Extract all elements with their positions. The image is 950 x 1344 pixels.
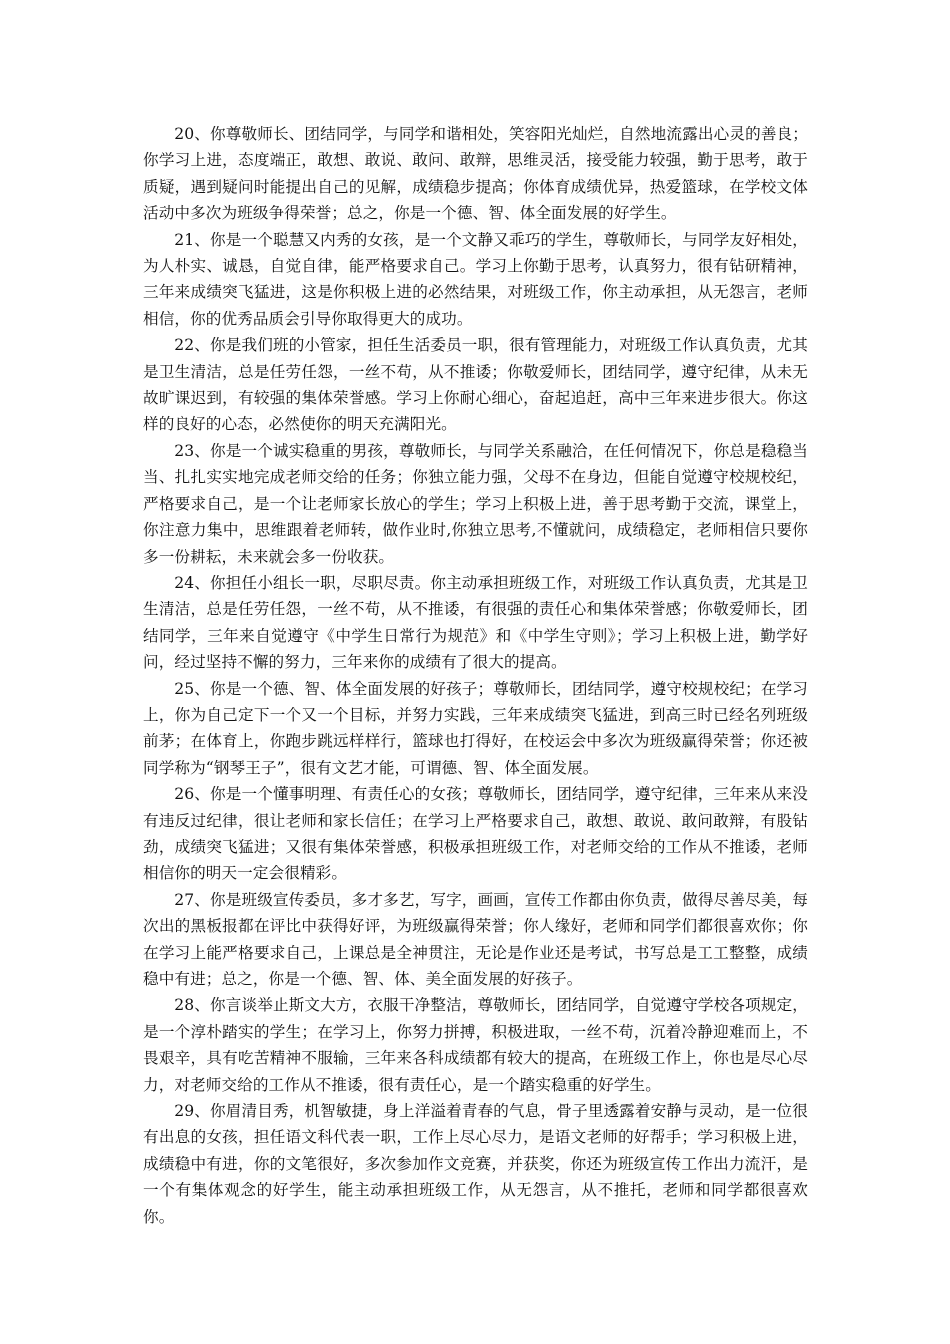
paragraph-26: 26、你是一个懂事明理、有责任心的女孩；尊敬师长，团结同学，遵守纪律，三年来从来没有违反过纪律，很让老师和家长信任；在学习上严格要求自己，敢想、敢说、敢问敢辩，有股钻劲，成绩突飞猛进；又很有集体荣誉感，积极承担班级工作，对老师交给的工作从不推诿，老师相信你的明天一定会很精彩。 bbox=[143, 785, 808, 883]
paragraph-25: 25、你是一个德、智、体全面发展的好孩子；尊敬师长，团结同学，遵守校规校纪；在学习上，你为自己定下一个又一个目标，并努力实践，三年来成绩突飞猛进，到高三时已经名列班级前茅；在体育上，你跑步跳远样样行，篮球也打得好，在校运会中多次为班级赢得荣誉；你还被同学称为“钢琴王子”，很有文艺才能，可谓德、智、体全面发展。 bbox=[143, 679, 808, 777]
paragraph-23: 23、你是一个诚实稳重的男孩，尊敬师长，与同学关系融洽，在任何情况下，你总是稳稳当当、扎扎实实地完成老师交给的任务；你独立能力强，父母不在身边，但能自觉遵守校规校纪，严格要求自己，是一个让老师家长放心的学生；学习上积极上进，善于思考勤于交流，课堂上，你注意力集中，思维跟着老师转，做作业时,你独立思考,不懂就问，成绩稳定，老师相信只要你多一份耕耘，未来就会多一份收获。 bbox=[143, 441, 808, 566]
paragraph-27: 27、你是班级宣传委员，多才多艺，写字，画画，宣传工作都由你负责，做得尽善尽美，每次出的黑板报都在评比中获得好评，为班级赢得荣誉；你人缘好，老师和同学们都很喜欢你；你在学习上能严格要求自己，上课总是全神贯注，无论是作业还是考试，书写总是工工整整，成绩稳中有进；总之，你是一个德、智、体、美全面发展的好孩子。 bbox=[143, 890, 808, 988]
paragraph-24: 24、你担任小组长一职，尽职尽责。你主动承担班级工作，对班级工作认真负责，尤其是卫生清洁，总是任劳任怨，一丝不苟，从不推诿，有很强的责任心和集体荣誉感；你敬爱师长，团结同学，三年来自觉遵守《中学生日常行为规范》和《中学生守则》；学习上积极上进，勤学好问，经过坚持不懈的努力，三年来你的成绩有了很大的提高。 bbox=[143, 573, 808, 672]
paragraph-20: 20、你尊敬师长、团结同学，与同学和谐相处，笑容阳光灿烂，自然地流露出心灵的善良；你学习上进，态度端正，敢想、敢说、敢问、敢辩，思维灵活，接受能力较强，勤于思考，敢于质疑，遇到疑问时能提出自己的见解，成绩稳步提高；你体育成绩优异，热爱篮球，在学校文体活动中多次为班级争得荣誉；总之，你是一个德、智、体全面发展的好学生。 bbox=[143, 125, 808, 223]
paragraph-29: 29、你眉清目秀，机智敏捷，身上洋溢着青春的气息，骨子里透露着安静与灵动，是一位很有出息的女孩，担任语文科代表一职，工作上尽心尽力，是语文老师的好帮手；学习积极上进，成绩稳中有进，你的文笔很好，多次参加作文竞赛，并获奖，你还为班级宣传工作出力流汗，是一个有集体观念的好学生，能主动承担班级工作，从无怨言，从不推托，老师和同学都很喜欢你。 bbox=[143, 1102, 808, 1226]
paragraph-28: 28、你言谈举止斯文大方，衣服干净整洁，尊敬师长，团结同学，自觉遵守学校各项规定，是一个淳朴踏实的学生；在学习上，你努力拼搏，积极进取，一丝不苟，沉着冷静迎难而上，不畏艰辛，具有吃苦精神不服输，三年来各科成绩都有较大的提高，在班级工作上，你也是尽心尽力，对老师交给的工作从不推诿，很有责任心，是一个踏实稳重的好学生。 bbox=[143, 996, 808, 1094]
document-body bbox=[143, 121, 808, 1230]
paragraph-21: 21、你是一个聪慧又内秀的女孩，是一个文静又乖巧的学生，尊敬师长，与同学友好相处，为人朴实、诚恳，自觉自律，能严格要求自己。学习上你勤于思考，认真努力，很有钻研精神，三年来成绩突飞猛进，这是你积极上进的必然结果，对班级工作，你主动承担，从无怨言，老师相信，你的优秀品质会引导你取得更大的成功。 bbox=[143, 230, 808, 328]
paragraph-22: 22、你是我们班的小管家，担任生活委员一职，很有管理能力，对班级工作认真负责，尤其是卫生清洁，总是任劳任怨，一丝不苟，从不推诿；你敬爱师长，团结同学，遵守纪律，从未无故旷课迟到，有较强的集体荣誉感。学习上你耐心细心，奋起追赶，高中三年来进步很大。你这样的良好的心态，必然使你的明天充满阳光。 bbox=[143, 336, 808, 434]
